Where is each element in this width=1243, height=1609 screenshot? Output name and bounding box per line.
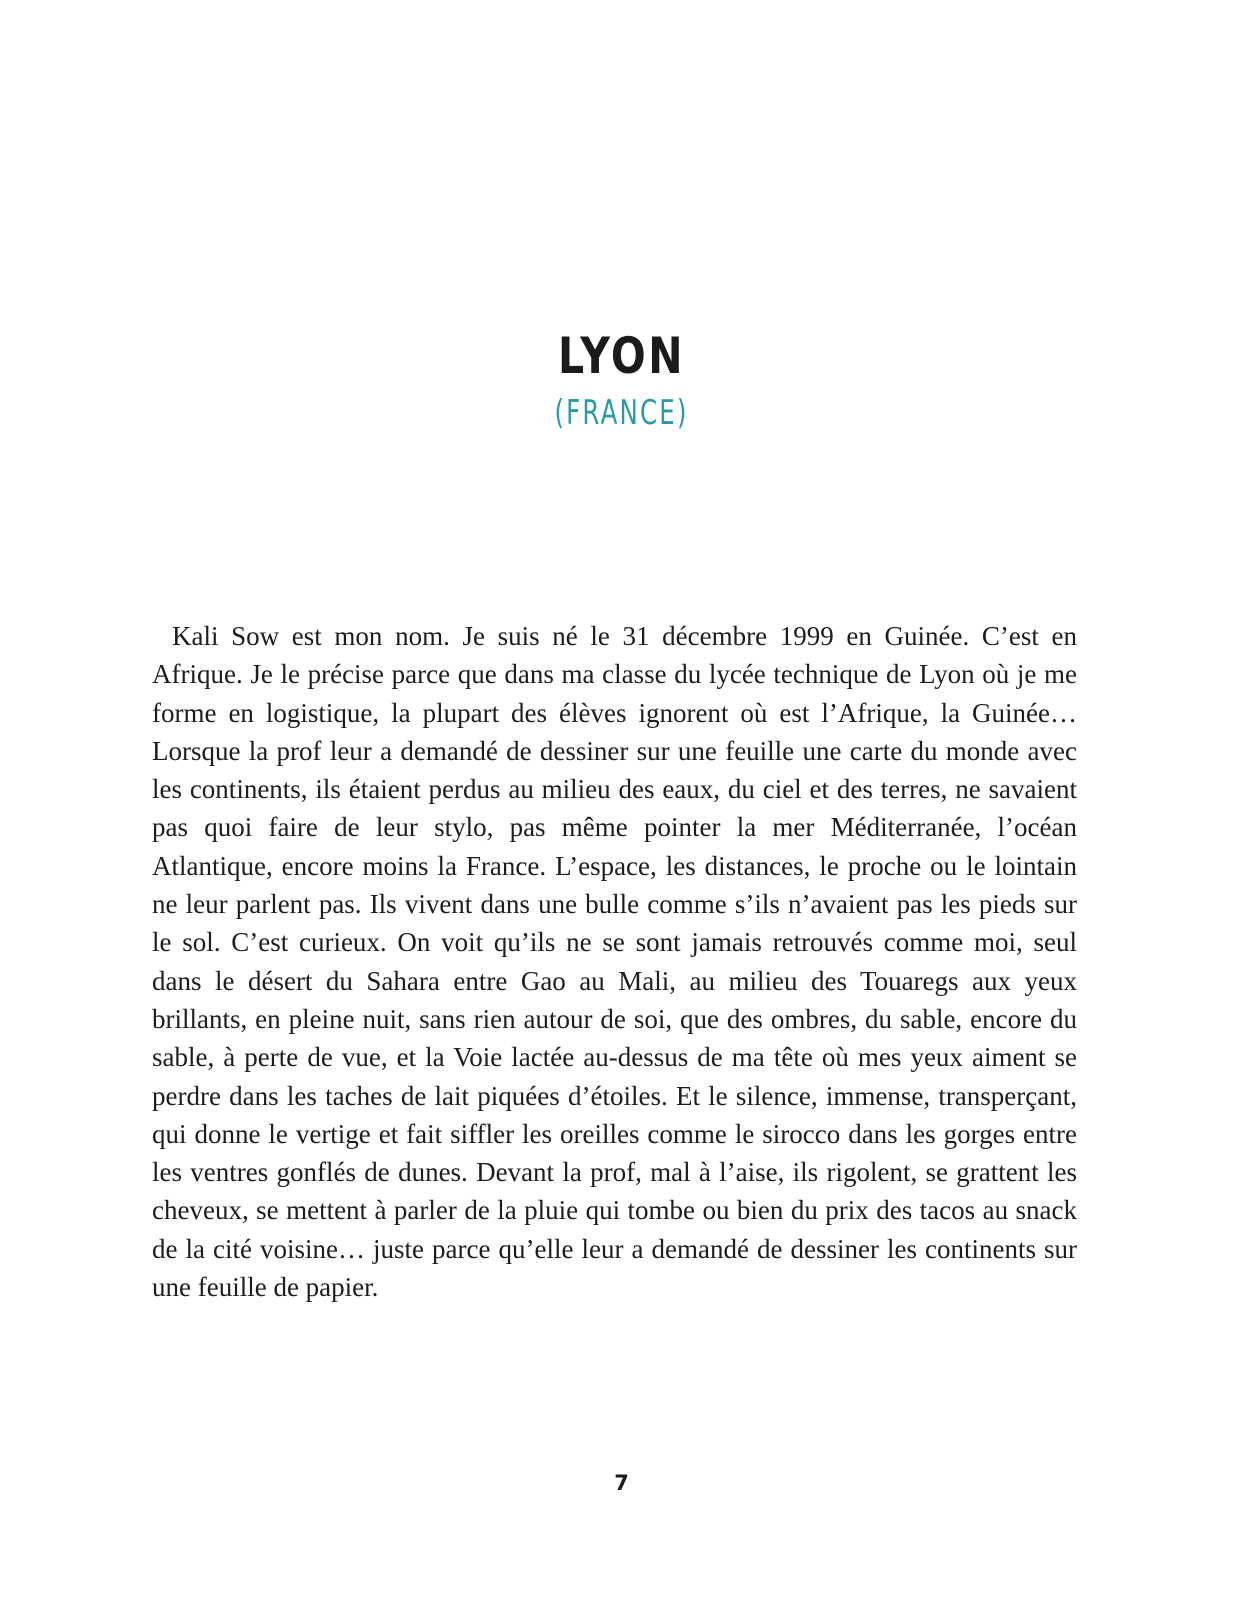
body-paragraph: Kali Sow est mon nom. Je suis né le 31 décembre 1999 en Guinée. C’est en Afrique. Je le précise parce que dans ma classe du lycée technique de Lyon où je me forme en logistique, la plupart des élèves ignorent où est l’Afrique, la Guinée… Lorsque la prof leur a demandé de dessiner sur une feuille une carte du monde avec les continents, ils étaient perdus au milieu des eaux, du ciel et des terres, ne savaient pas quoi faire de leur stylo, pas même pointer la mer Méditerranée, l’océan Atlantique, encore moins la France. L’espace, les distances, le proche ou le lointain ne leur parlent pas. Ils vivent dans une bulle comme s’ils n’avaient pas les pieds sur le sol. C’est curieux. On voit qu’ils ne se sont jamais retrouvés comme moi, seul dans le désert du Sahara entre Gao au Mali, au milieu des Touaregs aux yeux brillants, en pleine nuit, sans rien autour de soi, que des ombres, du sable, encore du sable, à perte de vue, et la Voie lactée au-dessus de ma tête où mes yeux aiment se perdre dans les taches de lait piquées d’étoiles. Et le silence, immense, transperçant, qui donne le vertige et fait siffler les oreilles comme le sirocco dans les gorges entre les ventres gonflés de dunes. Devant la prof, mal à l’aise, ils rigolent, se grattent les cheveux, se mettent à parler de la pluie qui tombe ou bien du prix des tacos au snack de la cité voisine… juste parce qu’elle leur a demandé de dessiner les continents sur une feuille de papier. xyxy=(152,621,1077,1303)
chapter-subtitle: (FRANCE) xyxy=(554,393,689,433)
chapter-title: LYON xyxy=(558,327,685,385)
page-number: 7 xyxy=(614,1471,629,1495)
